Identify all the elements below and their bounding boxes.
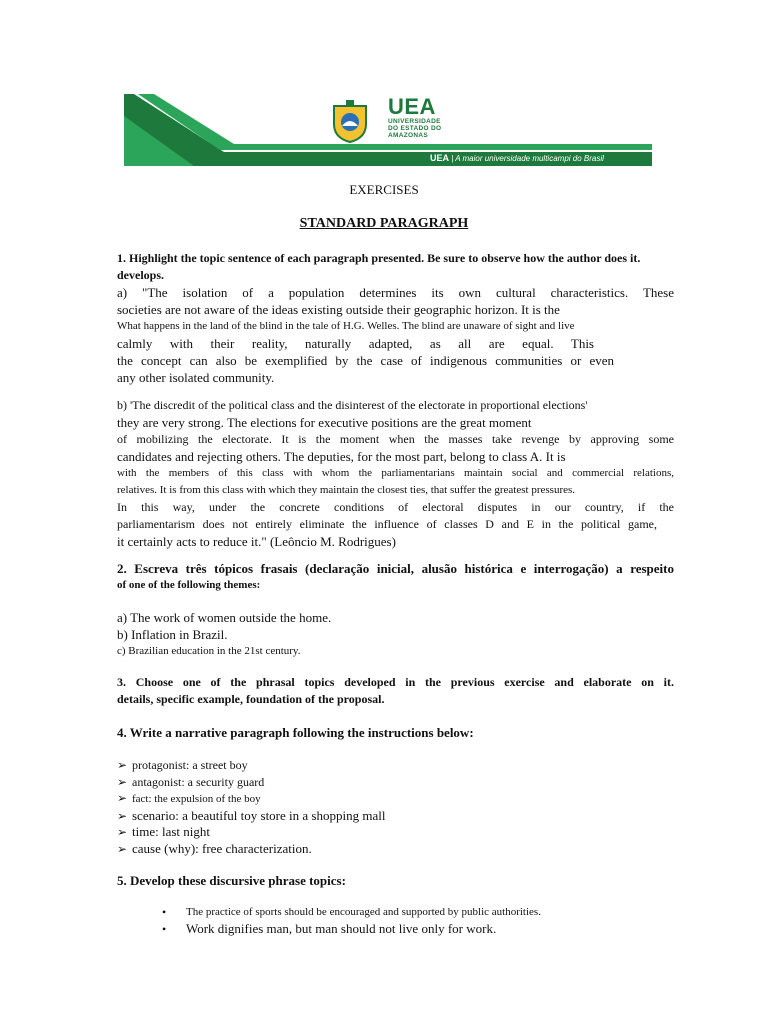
page-title: EXERCISES bbox=[349, 182, 419, 197]
question-2 bbox=[117, 560, 674, 594]
instruction-item: scenario: a beautiful toy store in a shopping mall bbox=[132, 807, 386, 823]
instruction-item: antagonist: a security guard bbox=[132, 774, 265, 789]
paragraph-a-line: societies are not aware of the ideas existing outside their geographic horizon. It is the bbox=[117, 302, 560, 317]
question-3 bbox=[117, 674, 674, 708]
paragraph-b-line: they are very strong. The elections for executive positions are the great moment bbox=[117, 415, 532, 430]
arrow-bullet-icon: ➢ bbox=[117, 774, 128, 789]
paragraph-b-line: relatives. It is from this class with which they maintain the closest ties, that suffer the greatest pressures. bbox=[117, 484, 576, 496]
question-2-heading-cont: of one of the following themes: bbox=[117, 579, 261, 591]
topic-item: Work dignifies man, but man should not live only for work. bbox=[186, 920, 497, 936]
instruction-item: fact: the expulsion of the boy bbox=[132, 793, 261, 805]
bullet-icon: • bbox=[162, 921, 167, 936]
paragraph-b bbox=[117, 397, 674, 550]
arrow-bullet-icon: ➢ bbox=[117, 791, 128, 805]
question-5-heading: 5. Develop these discursive phrase topics: bbox=[117, 873, 346, 888]
question-2-heading: 2. Escreva três tópicos frasais (declaração inicial, alusão histórica e interrogação) a respeito bbox=[117, 561, 674, 576]
paragraph-a-line: a) "The isolation of a population determines its own cultural characteristics. These bbox=[117, 285, 674, 300]
topic-item: The practice of sports should be encouraged and supported by public authorities. bbox=[186, 906, 541, 918]
arrow-bullet-icon: ➢ bbox=[117, 758, 128, 772]
banner-tagline: UEA | A maior universidade multicampi do Brasil bbox=[430, 153, 604, 163]
paragraph-a-line: What happens in the land of the blind in the tale of H.G. Welles. The blind are unaware of sight and live bbox=[117, 320, 575, 332]
logo-wordmark: UEA UNIVERSIDADE DO ESTADO DO AMAZONAS bbox=[388, 94, 442, 139]
question-3-heading-cont: details, specific example, foundation of the proposal. bbox=[117, 692, 385, 706]
header-banner bbox=[124, 94, 652, 166]
arrow-bullet-icon: ➢ bbox=[117, 841, 128, 856]
arrow-bullet-icon: ➢ bbox=[117, 808, 128, 823]
state-seal-icon bbox=[326, 96, 374, 144]
instruction-item: protagonist: a street boy bbox=[132, 758, 248, 772]
paragraph-a-line: calmly with their reality, naturally adapted, as all are equal. This bbox=[117, 336, 594, 351]
question-4 bbox=[117, 724, 674, 741]
bullet-icon: • bbox=[162, 905, 167, 919]
paragraph-a-line: any other isolated community. bbox=[117, 370, 275, 385]
instruction-list bbox=[117, 757, 674, 857]
question-3-heading: 3. Choose one of the phrasal topics developed in the previous exercise and elaborate on it. bbox=[117, 675, 674, 689]
paragraph-b-line: of mobilizing the electorate. It is the moment when the masses take revenge by approving some bbox=[117, 432, 674, 446]
paragraph-b-line: with the members of this class with whom the parliamentarians maintain social and commercial relations, bbox=[117, 467, 674, 479]
question-1-heading: 1. Highlight the topic sentence of each paragraph presented. Be sure to observe how the author does it. bbox=[117, 251, 641, 265]
arrow-bullet-icon: ➢ bbox=[117, 825, 128, 839]
question-4-heading: 4. Write a narrative paragraph following the instructions below: bbox=[117, 725, 474, 740]
theme-option: b) Inflation in Brazil. bbox=[117, 627, 228, 642]
paragraph-b-line: b) 'The discredit of the political class and the disinterest of the electorate in proportional elections' bbox=[117, 398, 588, 412]
paragraph-b-line: candidates and rejecting others. The deputies, for the most part, belong to class A. It is bbox=[117, 449, 566, 464]
topic-list bbox=[162, 904, 541, 937]
paragraph-b-line: it certainly acts to reduce it." (Leôncio M. Rodrigues) bbox=[117, 534, 396, 549]
instruction-item: cause (why): free characterization. bbox=[132, 840, 312, 856]
question-1-heading-cont: develops. bbox=[117, 268, 165, 282]
paragraph-b-line: parliamentarism does not entirely eliminate the influence of classes D and E in the political game, bbox=[117, 517, 657, 531]
page-subtitle: STANDARD PARAGRAPH bbox=[299, 216, 469, 231]
theme-option: a) The work of women outside the home. bbox=[117, 610, 332, 625]
question-2-options bbox=[117, 609, 674, 660]
question-5 bbox=[117, 872, 674, 889]
theme-option: c) Brazilian education in the 21st century. bbox=[117, 645, 301, 657]
paragraph-a-line: the concept can also be exemplified by the case of indigenous communities or even bbox=[117, 353, 614, 368]
instruction-item: time: last night bbox=[132, 824, 210, 839]
paragraph-b-line: In this way, under the concrete conditions of electoral disputes in our country, if the bbox=[117, 500, 674, 514]
question-1 bbox=[117, 250, 674, 386]
